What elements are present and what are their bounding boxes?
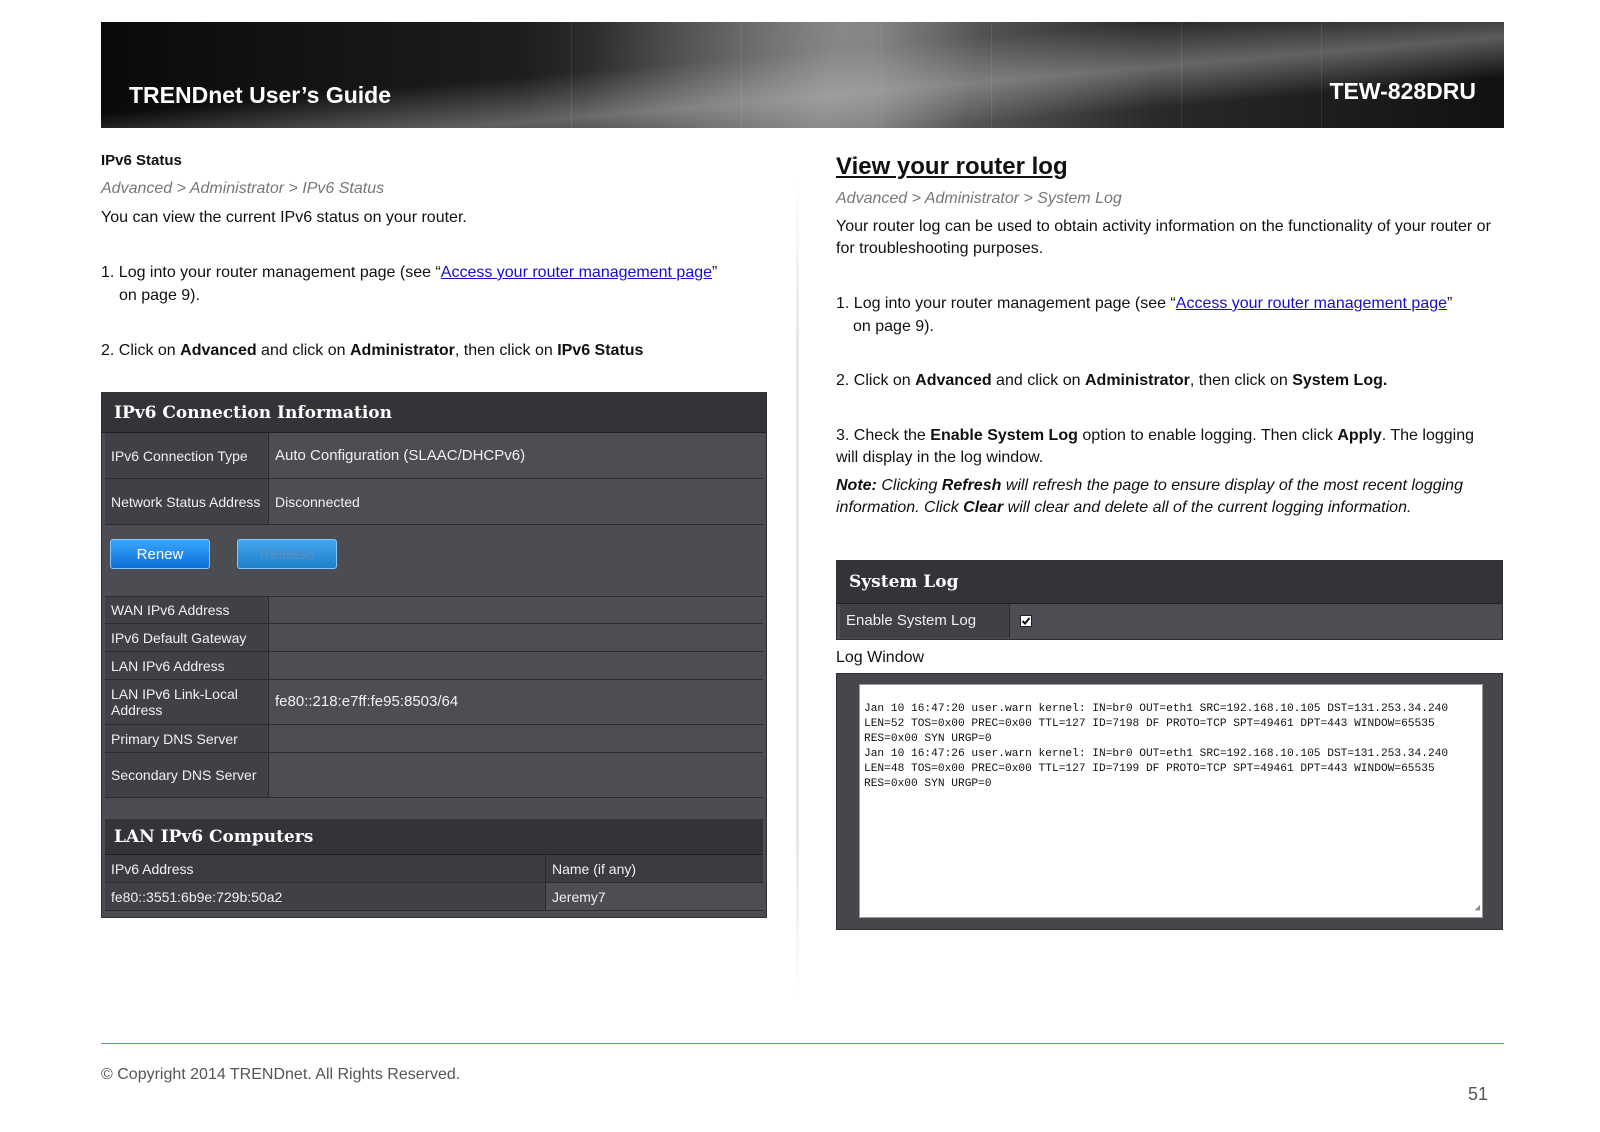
release-button[interactable]: Release [237,539,337,569]
secondary-dns-value [269,753,763,797]
col-ipv6-address: IPv6 Address [105,855,546,882]
section-title-router-log: View your router log [836,153,1068,180]
page-number: 51 [1468,1084,1489,1104]
enable-system-log-label: Enable System Log [840,604,1010,638]
log-line: RES=0x00 SYN URGP=0 [864,733,992,745]
conn-type-label: IPv6 Connection Type [105,433,269,478]
column-divider [796,180,799,1000]
ipv6-connection-panel [101,392,767,918]
access-management-link-right[interactable]: Access your router management page [1175,295,1448,312]
wan-ipv6-label: WAN IPv6 Address [105,597,269,623]
log-line: Jan 10 16:47:26 user.warn kernel: IN=br0 OUT=eth1 SRC=192.168.10.105 DST=131.253.34.240 [864,748,1449,760]
net-status-label: Network Status Address [105,479,269,524]
access-management-link-left[interactable]: Access your router management page [440,264,713,281]
log-intro: Your router log can be used to obtain activity information on the functionality of your router or for troubleshooting purposes. [836,218,1491,257]
resize-grip-icon[interactable]: ◢ [1474,903,1480,913]
breadcrumb-ipv6: Advanced > Administrator > IPv6 Status [101,180,385,197]
section-title-ipv6-status: IPv6 Status [101,152,182,169]
log-step-2: 2. Click on Advanced and click on Administrator, then click on System Log. [836,372,1388,389]
wan-ipv6-value [269,597,763,623]
ipv6-address-table [105,596,763,798]
guide-title: TRENDnet User’s Guide [129,82,391,108]
conn-type-value: Auto Configuration (SLAAC/DHCPv6) [269,433,763,478]
computer-name: Jeremy7 [546,883,763,910]
log-step-1: 1. Log into your router management page (see “Access your router management page” [836,295,1453,312]
log-line: LEN=48 TOS=0x00 PREC=0x00 TTL=127 ID=7199 DF PROTO=TCP SPT=49461 DPT=443 WINDOW=65535 [864,763,1435,775]
default-gateway-value [269,624,763,651]
ipv6-step-1-cont: on page 9). [119,287,200,304]
enable-system-log-checkbox[interactable] [1020,615,1032,627]
lan-ipv6-label: LAN IPv6 Address [105,652,269,679]
lan-ipv6-value [269,652,763,679]
link-local-label: LAN IPv6 Link-Local Address [105,680,269,724]
copyright: © Copyright 2014 TRENDnet. All Rights Reserved. [101,1066,461,1083]
log-note: Note: Clicking Refresh will refresh the page to ensure display of the most recent logging information. Click Clear will clear and delete all of the current logging information. [836,477,1463,516]
secondary-dns-label: Secondary DNS Server [105,753,269,797]
header-banner [101,22,1504,128]
ipv6-step-2: 2. Click on Advanced and click on Administrator, then click on IPv6 Status [101,342,644,359]
log-step-1-cont: on page 9). [853,318,934,335]
breadcrumb-log: Advanced > Administrator > System Log [836,190,1122,207]
model-name: TEW-828DRU [1329,78,1476,104]
log-line: LEN=52 TOS=0x00 PREC=0x00 TTL=127 ID=7198 DF PROTO=TCP SPT=49461 DPT=443 WINDOW=65535 [864,718,1435,730]
net-status-value: Disconnected [269,479,763,524]
ipv6-intro: You can view the current IPv6 status on your router. [101,209,467,226]
primary-dns-value [269,725,763,752]
log-window-textarea[interactable] [859,684,1483,918]
table-row [105,883,763,911]
system-log-panel [836,560,1503,640]
col-name: Name (if any) [546,855,763,882]
default-gateway-label: IPv6 Default Gateway [105,624,269,651]
log-line: RES=0x00 SYN URGP=0 [864,778,992,790]
log-line: Jan 10 16:47:20 user.warn kernel: IN=br0 OUT=eth1 SRC=192.168.10.105 DST=131.253.34.240 [864,703,1449,715]
footer-divider [101,1043,1504,1044]
system-log-title: System Log [837,561,1502,604]
lan-computers-title: LAN IPv6 Computers [105,819,763,855]
computer-address: fe80::3551:6b9e:729b:50a2 [105,883,546,910]
primary-dns-label: Primary DNS Server [105,725,269,752]
log-step-3: 3. Check the Enable System Log option to enable logging. Then click Apply. The logging will display in the log window. [836,427,1474,466]
link-local-value: fe80::218:e7ff:fe95:8503/64 [269,680,763,724]
renew-button[interactable]: Renew [110,539,210,569]
ipv6-connection-title: IPv6 Connection Information [102,393,766,433]
log-window-label: Log Window [836,649,925,666]
lan-computers-table [105,819,763,911]
log-window-frame [836,673,1503,930]
ipv6-step-1: 1. Log into your router management page (see “Access your router management page” [101,264,718,281]
